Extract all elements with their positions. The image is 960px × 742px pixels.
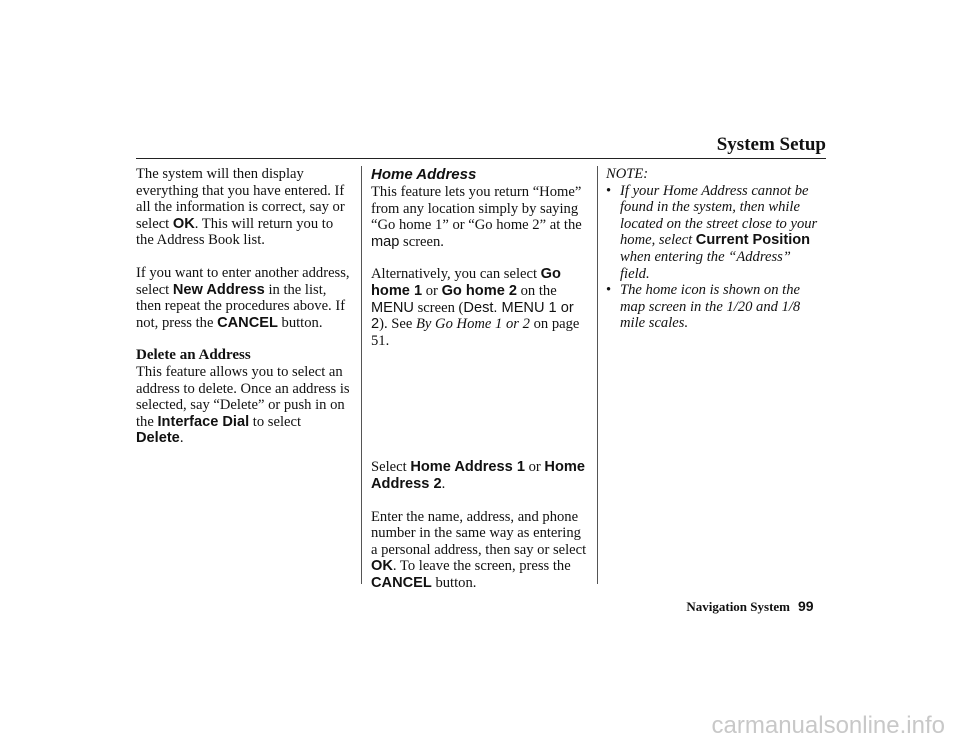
text: screen ( [413,299,464,316]
column-left [136,166,350,463]
current-position-label: Current Position [695,232,811,249]
page-number: 99 [798,598,814,614]
paragraph-new-address [136,265,350,331]
image-gap [371,365,589,459]
note-list [606,183,820,332]
footer-section-title: Navigation System [686,599,790,614]
text: . To leave the screen, press the [392,558,571,575]
text: ). See [379,316,417,333]
map-label: map [371,233,400,250]
text: If you want to enter another address, select [136,264,350,298]
text: on the [516,282,557,299]
cancel-label: CANCEL [371,574,432,591]
dest-menu-label: Dest. MENU 1 or 2 [371,299,574,333]
ok-label: OK [172,215,195,232]
interface-dial-label: Interface Dial [157,413,250,430]
header-rule [136,158,826,159]
delete-label: Delete [136,430,180,447]
text: when entering the “Address” field. [620,248,791,282]
text: If your Home Address cannot be found in the system, then while located on the street close to your home, select [620,182,818,249]
go-home-1-label: Go home 1 [371,266,561,299]
note-item: • The home icon is shown on the map screen in the 1/20 and 1/8 mile scales. [606,282,820,332]
text: . This will return you to the Address Book list. [136,215,334,249]
cancel-label: CANCEL [217,314,278,331]
text: in the list, then repeat the procedures above. If not, press the [136,281,346,331]
text: . [179,430,184,447]
text: Select [371,459,411,476]
paragraph-confirm-entry [136,166,350,249]
paragraph-select-home [371,459,589,492]
text: The system will then display everything that you have entered. If all the information is correct, say or select [136,166,345,232]
ok-label: OK [371,558,393,575]
note-item [606,183,820,283]
paragraph-enter-home [371,509,589,592]
text: This feature lets you return “Home” from any location simply by saying “Go home 1” or “Go home 2” at the [371,184,582,234]
home-address-1-label: Home Address 1 [410,459,525,476]
text: . [441,475,446,492]
new-address-label: New Address [172,281,265,298]
watermark: carmanualsonline.info [711,712,945,739]
section-heading-delete-address: Delete an Address [136,347,251,364]
column-right [606,166,820,332]
text: to select [249,413,302,430]
paragraph-home-alternative [371,266,589,349]
text: on page 51. [371,316,580,349]
paragraph-delete-address [136,364,350,447]
section-heading-home-address: Home Address [371,166,477,183]
text: This feature allows you to select an address to delete. Once an address is selected, say “Delete” or push in on the [136,363,350,430]
page-title: System Setup [716,134,826,155]
text: Alternatively, you can select [371,266,541,283]
text: or [422,282,442,299]
text: or [524,459,545,476]
column-divider [361,166,362,584]
text: button. [277,314,323,331]
column-divider [597,166,598,584]
home-address-2-label: Home Address 2 [371,459,585,492]
paragraph-home-intro [371,184,589,250]
text: screen. [399,233,444,250]
menu-label: MENU [371,299,414,316]
text: Enter the name, address, and phone number in the same way as entering a personal address, then say or select [371,508,587,558]
note-title: NOTE: [606,166,649,182]
column-middle [371,166,589,608]
text: button. [431,574,477,591]
go-home-2-label: Go home 2 [441,282,517,299]
cross-reference: By Go Home 1 or 2 [416,316,530,333]
